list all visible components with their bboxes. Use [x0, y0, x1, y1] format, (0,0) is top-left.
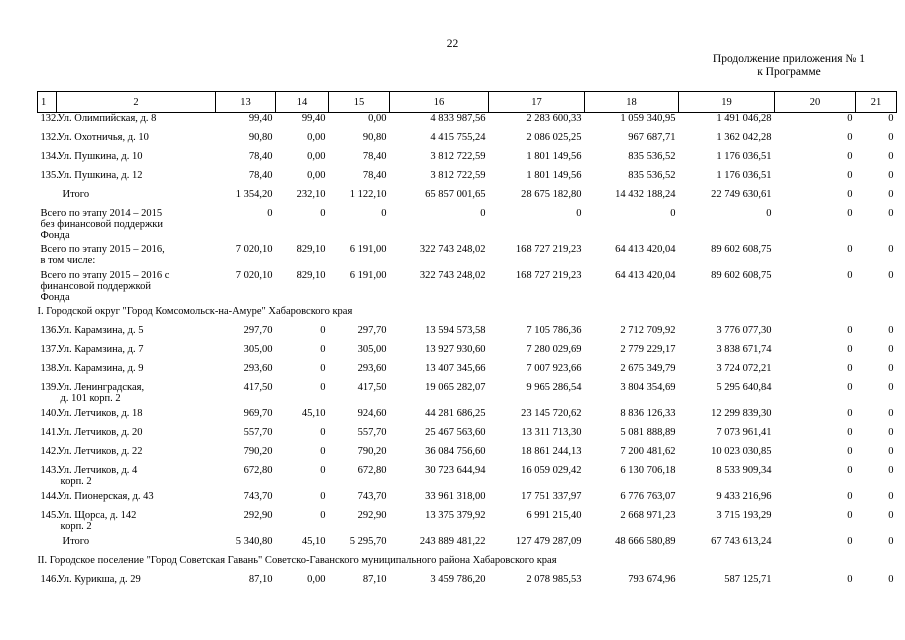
- value-cell: 6 991 215,40: [526, 510, 582, 521]
- row-label: Ул. Карамзина, д. 9: [57, 363, 144, 374]
- value-cell: 78,40: [362, 170, 387, 181]
- value-cell: 1 801 149,56: [526, 170, 582, 181]
- value-cell: 0: [320, 427, 326, 438]
- value-cell: 292,90: [357, 510, 387, 521]
- row-label: Ул. Пушкина, д. 12: [57, 170, 143, 181]
- value-cell: 790,20: [243, 446, 273, 457]
- table-row: [38, 446, 897, 465]
- value-cell: 2 283 600,33: [526, 113, 582, 124]
- value-cell: 33 961 318,00: [425, 491, 486, 502]
- row-name-cell: [38, 465, 216, 491]
- value-cell: 78,40: [362, 151, 387, 162]
- value-cell: 0: [888, 382, 894, 393]
- row-index: 137.: [40, 344, 59, 355]
- row-label: финансовой поддержкой: [40, 281, 151, 292]
- value-cell: 0: [847, 344, 853, 355]
- value-cell: 99,40: [248, 113, 273, 124]
- row-name-cell: [38, 270, 216, 306]
- value-cell: 0: [847, 208, 853, 219]
- row-name-cell: [38, 113, 216, 133]
- value-cell: 0: [320, 363, 326, 374]
- row-label: Ул. Пионерская, д. 43: [57, 491, 154, 502]
- value-cell: 305,00: [357, 344, 387, 355]
- row-name-cell: [38, 344, 216, 363]
- value-cell: 790,20: [357, 446, 387, 457]
- value-cell: 18 861 244,13: [521, 446, 582, 457]
- value-cell: 0: [480, 208, 486, 219]
- value-cell: 835 536,52: [628, 151, 676, 162]
- value-cell: 3 459 786,20: [430, 574, 486, 585]
- value-cell: 87,10: [248, 574, 273, 585]
- table-row: [38, 408, 897, 427]
- value-cell: 7 020,10: [235, 270, 273, 281]
- value-cell: 87,10: [362, 574, 387, 585]
- row-name-cell: [38, 510, 216, 536]
- table-row: [38, 170, 897, 189]
- value-cell: 0,00: [307, 151, 326, 162]
- value-cell: 293,60: [243, 363, 273, 374]
- value-cell: 10 023 030,85: [711, 446, 772, 457]
- section-title: I. Городской округ "Город Комсомольск-на-Амуре" Хабаровского края: [37, 306, 353, 317]
- value-cell: 3 724 072,21: [716, 363, 772, 374]
- section-title: II. Городское поселение "Город Советская Гавань" Советско-Гаванского муниципального района Хабаровского края: [37, 555, 557, 566]
- value-cell: 743,70: [243, 491, 273, 502]
- value-cell: 1 059 340,95: [620, 113, 676, 124]
- value-cell: 8 533 909,34: [716, 465, 772, 476]
- value-cell: 64 413 420,04: [615, 270, 676, 281]
- value-cell: 1 354,20: [235, 189, 273, 200]
- value-cell: 6 130 706,18: [620, 465, 676, 476]
- value-cell: 1 176 036,51: [716, 170, 772, 181]
- value-cell: 793 674,96: [628, 574, 676, 585]
- value-cell: 78,40: [248, 170, 273, 181]
- value-cell: 322 743 248,02: [419, 270, 486, 281]
- value-cell: 0: [888, 151, 894, 162]
- value-cell: 3 812 722,59: [430, 151, 486, 162]
- value-cell: 0: [847, 113, 853, 124]
- row-index: 136.: [40, 325, 59, 336]
- value-cell: 0: [847, 382, 853, 393]
- value-cell: 0: [320, 510, 326, 521]
- value-cell: 232,10: [296, 189, 326, 200]
- table-row: [38, 465, 897, 491]
- value-cell: 0: [888, 244, 894, 255]
- value-cell: 4 415 755,24: [430, 132, 486, 143]
- row-name-cell: [38, 244, 216, 270]
- value-cell: 969,70: [243, 408, 273, 419]
- value-cell: 587 125,71: [724, 574, 772, 585]
- row-label: в том числе:: [40, 255, 96, 266]
- value-cell: 672,80: [243, 465, 273, 476]
- row-label: Ул. Курикша, д. 29: [57, 574, 141, 585]
- value-cell: 3 812 722,59: [430, 170, 486, 181]
- value-cell: 17 751 337,97: [521, 491, 582, 502]
- value-cell: 3 804 354,69: [620, 382, 676, 393]
- row-index: 146.: [40, 574, 59, 585]
- row-label: Всего по этапу 2015 – 2016,: [40, 244, 165, 255]
- value-cell: 0: [670, 208, 676, 219]
- table-row: [38, 382, 897, 408]
- value-cell: 0: [267, 208, 273, 219]
- value-cell: 5 295,70: [349, 536, 387, 547]
- row-index: 140.: [40, 408, 59, 419]
- value-cell: 243 889 481,22: [419, 536, 486, 547]
- row-label: Ул. Охотничья, д. 10: [57, 132, 149, 143]
- value-cell: 0,00: [307, 170, 326, 181]
- value-cell: 0: [847, 491, 853, 502]
- value-cell: 0: [320, 446, 326, 457]
- row-name-cell: [38, 446, 216, 465]
- value-cell: 0: [847, 189, 853, 200]
- value-cell: 127 479 287,09: [515, 536, 582, 547]
- table-row: [38, 325, 897, 344]
- table-row: [38, 363, 897, 382]
- table-row: [38, 491, 897, 510]
- row-label: Ул. Летчиков, д. 4: [57, 465, 138, 476]
- value-cell: 99,40: [301, 113, 326, 124]
- row-name-cell: [38, 189, 216, 208]
- value-cell: 90,80: [248, 132, 273, 143]
- value-cell: 3 838 671,74: [716, 344, 772, 355]
- value-cell: 0: [888, 510, 894, 521]
- value-cell: 6 776 763,07: [620, 491, 676, 502]
- total-row: [38, 189, 897, 208]
- value-cell: 417,50: [357, 382, 387, 393]
- value-cell: 1 362 042,28: [716, 132, 772, 143]
- value-cell: 1 176 036,51: [716, 151, 772, 162]
- value-cell: 0: [888, 208, 894, 219]
- row-index: 132.: [40, 132, 59, 143]
- value-cell: 19 065 282,07: [425, 382, 486, 393]
- value-cell: 1 801 149,56: [526, 151, 582, 162]
- value-cell: 14 432 188,24: [615, 189, 676, 200]
- value-cell: 0: [320, 465, 326, 476]
- row-name-cell: [38, 170, 216, 189]
- row-name-cell: [38, 574, 216, 593]
- table-row: [38, 574, 897, 593]
- value-cell: 0: [847, 510, 853, 521]
- header-cell: 1: [38, 92, 57, 113]
- value-cell: 0: [888, 113, 894, 124]
- value-cell: 13 594 573,58: [425, 325, 486, 336]
- value-cell: 305,00: [243, 344, 273, 355]
- value-cell: 0: [847, 244, 853, 255]
- row-index: 144.: [40, 491, 59, 502]
- row-name-cell: [38, 408, 216, 427]
- value-cell: 0: [888, 427, 894, 438]
- row-name-cell: [38, 382, 216, 408]
- value-cell: 0: [320, 325, 326, 336]
- row-index: 145.: [40, 510, 59, 521]
- value-cell: 0: [888, 325, 894, 336]
- value-cell: 672,80: [357, 465, 387, 476]
- value-cell: 0: [847, 465, 853, 476]
- row-label: корп. 2: [60, 476, 92, 487]
- value-cell: 0: [847, 427, 853, 438]
- value-cell: 6 191,00: [349, 244, 387, 255]
- value-cell: 25 467 563,60: [425, 427, 486, 438]
- value-cell: 65 857 001,65: [425, 189, 486, 200]
- table-row: [38, 427, 897, 446]
- value-cell: 0: [888, 132, 894, 143]
- value-cell: 0: [847, 270, 853, 281]
- value-cell: 0: [888, 446, 894, 457]
- row-label: Всего по этапу 2015 – 2016 с: [40, 270, 170, 281]
- value-cell: 0: [766, 208, 772, 219]
- value-cell: 557,70: [357, 427, 387, 438]
- table-row: [38, 151, 897, 170]
- row-name-cell: [38, 427, 216, 446]
- value-cell: 0: [847, 132, 853, 143]
- value-cell: 1 491 046,28: [716, 113, 772, 124]
- value-cell: 7 105 786,36: [526, 325, 582, 336]
- value-cell: 743,70: [357, 491, 387, 502]
- value-cell: 0: [847, 446, 853, 457]
- value-cell: 0: [888, 408, 894, 419]
- value-cell: 3 776 077,30: [716, 325, 772, 336]
- value-cell: 7 280 029,69: [526, 344, 582, 355]
- value-cell: 7 073 961,41: [716, 427, 772, 438]
- row-label: корп. 2: [60, 521, 92, 532]
- row-label: Фонда: [40, 292, 70, 303]
- value-cell: 16 059 029,42: [521, 465, 582, 476]
- value-cell: 0: [381, 208, 387, 219]
- value-cell: 30 723 644,94: [425, 465, 486, 476]
- continuation-note: [713, 53, 865, 79]
- row-label: Итого: [62, 536, 90, 547]
- value-cell: 0: [320, 344, 326, 355]
- value-cell: 557,70: [243, 427, 273, 438]
- row-label: Ул. Олимпийская, д. 8: [57, 113, 157, 124]
- value-cell: 23 145 720,62: [521, 408, 582, 419]
- header-cell: 16: [390, 92, 489, 113]
- header-cell: 14: [276, 92, 329, 113]
- value-cell: 5 081 888,89: [620, 427, 676, 438]
- row-index: 139.: [40, 382, 59, 393]
- value-cell: 168 727 219,23: [515, 244, 582, 255]
- row-label: Фонда: [40, 230, 70, 241]
- value-cell: 13 407 345,66: [425, 363, 486, 374]
- table-row: [38, 510, 897, 536]
- value-cell: 0: [847, 536, 853, 547]
- value-cell: 829,10: [296, 244, 326, 255]
- row-index: 142.: [40, 446, 59, 457]
- value-cell: 7 020,10: [235, 244, 273, 255]
- value-cell: 292,90: [243, 510, 273, 521]
- table-body: [38, 113, 897, 594]
- value-cell: 0: [888, 344, 894, 355]
- row-index: 132.: [40, 113, 59, 124]
- row-label: Итого: [62, 189, 90, 200]
- row-label: Ул. Летчиков, д. 22: [57, 446, 143, 457]
- program-table: [37, 91, 897, 593]
- value-cell: 0: [847, 408, 853, 419]
- row-name-cell: [38, 208, 216, 244]
- table-row: [38, 344, 897, 363]
- row-index: 143.: [40, 465, 59, 476]
- value-cell: 28 675 182,80: [521, 189, 582, 200]
- header-cell: 15: [329, 92, 390, 113]
- value-cell: 0: [847, 151, 853, 162]
- value-cell: 5 295 640,84: [716, 382, 772, 393]
- row-name-cell: [38, 491, 216, 510]
- header-cell: 2: [57, 92, 216, 113]
- value-cell: 8 836 126,33: [620, 408, 676, 419]
- value-cell: 0: [888, 491, 894, 502]
- value-cell: 90,80: [362, 132, 387, 143]
- value-cell: 78,40: [248, 151, 273, 162]
- row-label: Ул. Щорса, д. 142: [57, 510, 137, 521]
- value-cell: 0: [888, 574, 894, 585]
- row-label: Ул. Ленинградская,: [57, 382, 145, 393]
- value-cell: 168 727 219,23: [515, 270, 582, 281]
- value-cell: 0: [888, 363, 894, 374]
- value-cell: 322 743 248,02: [419, 244, 486, 255]
- value-cell: 3 715 193,29: [716, 510, 772, 521]
- value-cell: 0,00: [368, 113, 387, 124]
- value-cell: 2 675 349,79: [620, 363, 676, 374]
- value-cell: 44 281 686,25: [425, 408, 486, 419]
- value-cell: 0: [320, 382, 326, 393]
- value-cell: 0: [888, 189, 894, 200]
- value-cell: 9 433 216,96: [716, 491, 772, 502]
- table-row: [38, 244, 897, 270]
- value-cell: 0: [576, 208, 582, 219]
- value-cell: 0: [888, 270, 894, 281]
- value-cell: 48 666 580,89: [615, 536, 676, 547]
- row-label: Ул. Пушкина, д. 10: [57, 151, 143, 162]
- value-cell: 0: [888, 170, 894, 181]
- value-cell: 5 340,80: [235, 536, 273, 547]
- table-row: [38, 113, 897, 133]
- value-cell: 7 200 481,62: [620, 446, 676, 457]
- value-cell: 13 375 379,92: [425, 510, 486, 521]
- value-cell: 64 413 420,04: [615, 244, 676, 255]
- value-cell: 0: [847, 325, 853, 336]
- row-name-cell: [38, 325, 216, 344]
- value-cell: 829,10: [296, 270, 326, 281]
- value-cell: 0: [888, 536, 894, 547]
- page-number: 22: [446, 38, 459, 50]
- value-cell: 0: [847, 363, 853, 374]
- value-cell: 0: [320, 491, 326, 502]
- value-cell: 36 084 756,60: [425, 446, 486, 457]
- value-cell: 0: [847, 170, 853, 181]
- header-cell: 17: [489, 92, 585, 113]
- value-cell: 1 122,10: [349, 189, 387, 200]
- row-index: 141.: [40, 427, 59, 438]
- value-cell: 2 086 025,25: [526, 132, 582, 143]
- value-cell: 9 965 286,54: [526, 382, 582, 393]
- continuation-line-2: к Программе: [757, 66, 821, 78]
- header-cell: 19: [679, 92, 775, 113]
- value-cell: 4 833 987,56: [430, 113, 486, 124]
- value-cell: 835 536,52: [628, 170, 676, 181]
- value-cell: 12 299 839,30: [711, 408, 772, 419]
- row-index: 138.: [40, 363, 59, 374]
- value-cell: 45,10: [301, 408, 326, 419]
- table-row: [38, 270, 897, 306]
- row-name-cell: [38, 363, 216, 382]
- row-label: Ул. Летчиков, д. 18: [57, 408, 143, 419]
- value-cell: 0: [888, 465, 894, 476]
- row-label: Ул. Летчиков, д. 20: [57, 427, 143, 438]
- row-name-cell: [38, 151, 216, 170]
- value-cell: 297,70: [357, 325, 387, 336]
- table-row: [38, 208, 897, 244]
- value-cell: 293,60: [357, 363, 387, 374]
- section-row: [38, 306, 897, 325]
- row-label: Всего по этапу 2014 – 2015: [40, 208, 163, 219]
- value-cell: 2 712 709,92: [620, 325, 676, 336]
- value-cell: 22 749 630,61: [711, 189, 772, 200]
- value-cell: 0,00: [307, 132, 326, 143]
- table-row: [38, 132, 897, 151]
- section-row: [38, 555, 897, 574]
- value-cell: 2 779 229,17: [620, 344, 676, 355]
- header-cell: 20: [775, 92, 856, 113]
- value-cell: 2 078 985,53: [526, 574, 582, 585]
- value-cell: 67 743 613,24: [711, 536, 772, 547]
- value-cell: 13 311 713,30: [521, 427, 582, 438]
- row-label: Ул. Карамзина, д. 7: [57, 344, 144, 355]
- value-cell: 89 602 608,75: [711, 270, 772, 281]
- value-cell: 2 668 971,23: [620, 510, 676, 521]
- total-row: [38, 536, 897, 555]
- continuation-line-1: Продолжение приложения № 1: [712, 53, 865, 65]
- header-cell: 21: [856, 92, 897, 113]
- value-cell: 0: [847, 574, 853, 585]
- value-cell: 45,10: [301, 536, 326, 547]
- header-cell: 13: [216, 92, 276, 113]
- header-cell: 18: [585, 92, 679, 113]
- value-cell: 6 191,00: [349, 270, 387, 281]
- row-label: Ул. Карамзина, д. 5: [57, 325, 144, 336]
- row-label: без финансовой поддержки: [40, 219, 164, 230]
- value-cell: 0,00: [307, 574, 326, 585]
- row-name-cell: [38, 132, 216, 151]
- header-row: [38, 92, 897, 113]
- row-name-cell: [38, 536, 216, 555]
- value-cell: 89 602 608,75: [711, 244, 772, 255]
- value-cell: 924,60: [357, 408, 387, 419]
- value-cell: 417,50: [243, 382, 273, 393]
- value-cell: 0: [320, 208, 326, 219]
- value-cell: 13 927 930,60: [425, 344, 486, 355]
- row-index: 134.: [40, 151, 59, 162]
- row-index: 135.: [40, 170, 59, 181]
- row-label: д. 101 корп. 2: [60, 393, 121, 404]
- value-cell: 967 687,71: [628, 132, 676, 143]
- value-cell: 7 007 923,66: [526, 363, 582, 374]
- value-cell: 297,70: [243, 325, 273, 336]
